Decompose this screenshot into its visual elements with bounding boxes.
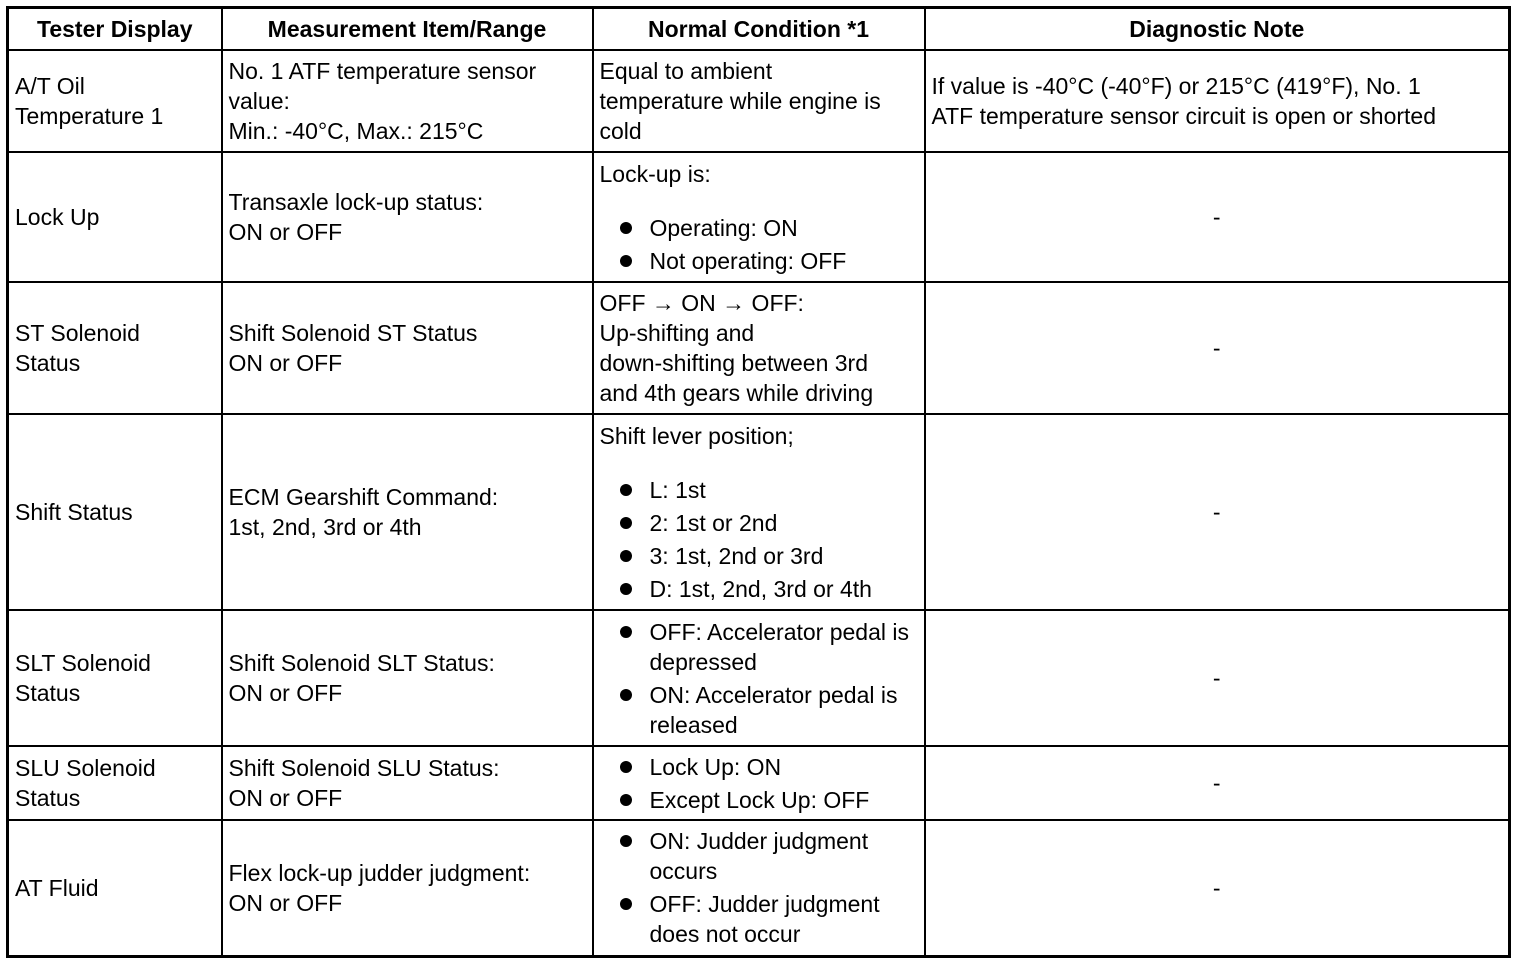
measurement-cell: Transaxle lock-up status: ON or OFF (222, 152, 593, 282)
list-item: Not operating: OFF (600, 246, 918, 276)
normal-condition-cell (593, 152, 925, 282)
tester-display-cell: A/T Oil Temperature 1 (8, 50, 222, 152)
header-normal-condition: Normal Condition *1 (593, 8, 925, 51)
header-row (8, 8, 1510, 51)
list-item: OFF: Accelerator pedal is depressed (600, 617, 918, 677)
diagnostic-note-cell: - (925, 152, 1510, 282)
header-measurement-item: Measurement Item/Range (222, 8, 593, 51)
list-item: D: 1st, 2nd, 3rd or 4th (600, 574, 918, 604)
diagnostic-note-cell: - (925, 820, 1510, 956)
list-item: 2: 1st or 2nd (600, 508, 918, 538)
tester-display-cell: SLU Solenoid Status (8, 746, 222, 820)
measurement-cell: Shift Solenoid SLU Status: ON or OFF (222, 746, 593, 820)
tester-data-table (6, 6, 1511, 958)
tester-display-cell: Shift Status (8, 414, 222, 610)
list-item: Lock Up: ON (600, 752, 918, 782)
diagnostic-note-cell: If value is -40°C (-40°F) or 215°C (419°F), No. 1 ATF temperature sensor circuit is open or shorted (925, 50, 1510, 152)
list-item: ON: Accelerator pedal is released (600, 680, 918, 740)
tester-display-cell: SLT Solenoid Status (8, 610, 222, 746)
header-diagnostic-note: Diagnostic Note (925, 8, 1510, 51)
measurement-cell: Flex lock-up judder judgment: ON or OFF (222, 820, 593, 956)
list-item: ON: Judder judgment occurs (600, 826, 918, 886)
table-row (8, 414, 1510, 610)
header-tester-display: Tester Display (8, 8, 222, 51)
condition-list (600, 752, 918, 815)
list-item: Operating: ON (600, 213, 918, 243)
list-item: 3: 1st, 2nd or 3rd (600, 541, 918, 571)
tester-display-cell: AT Fluid (8, 820, 222, 956)
condition-list (600, 213, 918, 276)
list-item: OFF: Judder judgment does not occur (600, 889, 918, 949)
normal-condition-cell: OFF → ON → OFF: Up-shifting and down-shifting between 3rd and 4th gears while driving (593, 282, 925, 414)
diagnostic-note-cell: - (925, 746, 1510, 820)
list-item: Except Lock Up: OFF (600, 785, 918, 815)
diagnostic-note-cell: - (925, 414, 1510, 610)
table-row (8, 746, 1510, 820)
table-row (8, 50, 1510, 152)
measurement-cell: Shift Solenoid SLT Status: ON or OFF (222, 610, 593, 746)
diagnostic-note-cell: - (925, 610, 1510, 746)
tester-display-cell: ST Solenoid Status (8, 282, 222, 414)
table-row (8, 610, 1510, 746)
condition-intro: Lock-up is: (599, 160, 711, 187)
table-row (8, 152, 1510, 282)
tester-display-cell: Lock Up (8, 152, 222, 282)
normal-condition-cell (593, 610, 925, 746)
measurement-cell: No. 1 ATF temperature sensor value: Min.: -40°C, Max.: 215°C (222, 50, 593, 152)
table-row (8, 282, 1510, 414)
table-row (8, 820, 1510, 956)
condition-list (600, 617, 918, 740)
measurement-cell: ECM Gearshift Command: 1st, 2nd, 3rd or 4th (222, 414, 593, 610)
normal-condition-cell (593, 414, 925, 610)
measurement-cell: Shift Solenoid ST Status ON or OFF (222, 282, 593, 414)
normal-condition-cell: Equal to ambient temperature while engine is cold (593, 50, 925, 152)
normal-condition-cell (593, 820, 925, 956)
diagnostic-note-cell: - (925, 282, 1510, 414)
list-item: L: 1st (600, 475, 918, 505)
normal-condition-cell (593, 746, 925, 820)
condition-list (600, 475, 918, 604)
condition-list (600, 826, 918, 949)
condition-intro: Shift lever position; (599, 422, 794, 449)
